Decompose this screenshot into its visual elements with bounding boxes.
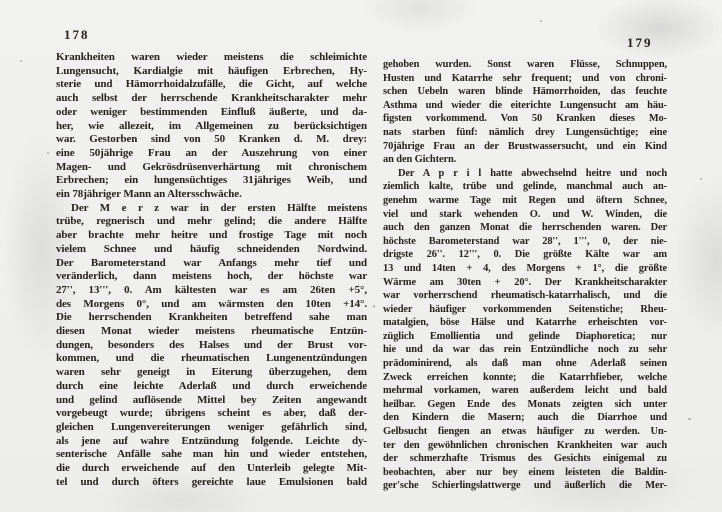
text-line: des Morgens 0°, und am wärmsten den 10ten +14°. (56, 297, 367, 310)
text-line: Der M e r z war in der ersten Hälfte meistens (71, 201, 367, 214)
text-line: veränderlich, dann meistens hoch, der höchste war (56, 270, 367, 283)
text-line: Husten und Katarrhe sehr frequent; und von chroni- (383, 72, 667, 84)
text-line: aber brachte mehr heitre und frostige Tage mit noch (56, 229, 367, 242)
text-line: senterische Anfälle sahe man hin und wieder entstehen, (56, 448, 367, 461)
text-line: beobachten, aber nur bey einem leisteten die Baldin- (383, 466, 667, 478)
text-line: kommen, und die rheumatischen Lungenentzündungen (56, 352, 367, 365)
text-line: Zweck erreichen konnte; die Katarrhfieber, welche (383, 371, 667, 383)
text-line: Der A p r i l hatte abwechselnd heitre und noch (398, 167, 667, 179)
text-line: 13 und 14ten + 4, des Morgens + 1°, die größte (383, 262, 667, 274)
text-line: drigste 26''. 12''', 0. Die größte Kälte war am (383, 249, 667, 261)
text-line: prädominirend, als daß man ohne Aderlaß seinen (383, 358, 667, 370)
text-line: gehoben wurden. Sonst waren Flüsse, Schnuppen, (383, 59, 667, 70)
text-line: wieder häufiger vorkommenden Seitenstiche; Rheu- (383, 303, 667, 315)
text-line: eine 50jährige Frau an der Auszehrung von einer (56, 146, 367, 159)
text-line: ter den gewöhnlichen chronischen Krankheiten war auch (383, 439, 667, 451)
text-line: ger'sche Schierlingslattwerge und äußerlich die Mer- (383, 480, 667, 492)
paragraph (383, 167, 667, 493)
text-line: der schmerzhafte Trismus des Gesichts einigemal zu (383, 453, 667, 465)
text-line: genehm warme Tage mit Regen und öftern Schnee, (383, 194, 667, 206)
text-line: Asthma und wieder die eiterichte Lungensucht am häu- (383, 99, 667, 111)
text-line: 27'', 13''', 0. Am kältesten war es am 26ten +5°, (56, 283, 367, 296)
text-line: vielem Schnee und häufig schneidenden Nordwind. (56, 242, 367, 255)
text-line: Magen- und Gekrösdrüsenverhärtung mit chronischem (56, 160, 367, 173)
text-line: hie und da war das rein Entzündliche noch zu sehr (383, 344, 667, 356)
scan-speck (373, 305, 375, 308)
text-line: figsten vorkommend. Von 50 Kranken dieses Mo- (383, 113, 667, 125)
text-line: oder weniger bestimmenden Einfluß äußerte, und da- (56, 105, 367, 118)
text-line: die durch erweichende auf den Unterleib gelegte Mit- (56, 462, 367, 475)
scan-speck (540, 20, 542, 22)
text-line: vorgebeugt wurde; übrigens scheint es aber, daß der- (56, 407, 367, 420)
text-line: Krankheiten waren wieder meistens die schleimichte (56, 51, 367, 63)
text-line: höchste Barometerstand war 28'', 1''', 0, der nie- (383, 235, 667, 247)
scan-speck (20, 60, 22, 62)
text-line: Lungensucht, Kardialgie mit häufigen Erbrechen, Hy- (56, 64, 367, 77)
text-line: Der Barometerstand war Anfangs mehr tief und (56, 256, 367, 269)
text-line: trübe, regnerisch und mehr gelind; die andere Hälfte (56, 215, 367, 228)
text-line: schen Uebeln waren blinde Hämorrhoiden, das feuchte (383, 86, 667, 98)
text-line: Wärme am 30ten + 20°. Der Krankheitscharakter (383, 276, 667, 288)
text-line: mehrmal vorkamen, waren außerdem leicht und bald (383, 385, 667, 397)
text-line: matalgien, böse Hälse und Katarrhe erheischten vor- (383, 317, 667, 329)
scan-speck (700, 178, 702, 180)
scan-speck (47, 152, 49, 154)
text-line: war vorherrschend rheumatisch-katarrhalisch, und die (383, 290, 667, 302)
text-line: waren sehr geneigt in Eiterung überzugehen, dem (56, 366, 367, 379)
text-line: tel und durch öfters gereichte laue Emulsionen bald (56, 475, 367, 488)
page-text-right (383, 58, 667, 493)
text-line: durch eine leichte Aderlaß und durch erweichende (56, 379, 367, 392)
text-line: sterie und Hämorrhoidalzufälle, die Gicht, auf welche (56, 78, 367, 91)
text-line: an den Gichtern. (383, 154, 457, 166)
page-number-left: 178 (64, 27, 90, 42)
paragraph (56, 202, 367, 490)
text-line: ein 78jähriger Mann an Altersschwäche. (56, 188, 242, 201)
text-line: und gelind auflösende Mittel bey Zeiten angewandt (56, 393, 367, 406)
text-line: diesen Monat wieder meistens rheumatische Entzün- (56, 325, 367, 338)
page-text-left (56, 51, 367, 490)
text-line: Gelbsucht fiengen an etwas häufiger zu werden. Un- (383, 426, 667, 438)
text-line: den Kindern die Masern; auch die Diarrhoe und (383, 412, 667, 424)
scan-speck (688, 418, 691, 420)
text-line: auch den ganzen Monat die herrschenden waren. Der (383, 222, 667, 234)
text-line: viel und stark wehenden O. und W. Winden, die (383, 208, 667, 220)
text-line: 70jährige Frau an der Brustwassersucht, und ein Kind (383, 140, 667, 152)
text-line: ziemlich kalte, trübe und gelinde, manchmal auch an- (383, 181, 667, 193)
paragraph (56, 51, 367, 202)
text-line: her, wie allezeit, im Allgemeinen zu berücksichtigen (56, 119, 367, 132)
text-line: Erbrechen; ein lungensüchtiges 31jähriges Weib, und (56, 174, 367, 187)
text-line: war. Gestorben sind von 50 Kranken d. M. drey: (56, 133, 367, 146)
text-line: als jene auf wahre Entzündung folgende. Leichte dy- (56, 434, 367, 447)
text-line: züglich Emollientia und gelinde Diaphoretica; nur (383, 330, 667, 342)
paragraph (383, 58, 667, 167)
text-line: nats starben fünf: nämlich drey Lungensüchtige; eine (383, 126, 667, 138)
text-line: dungen, besonders des Halses und der Brust vor- (56, 338, 367, 351)
text-line: auch selbst der herrschende Krankheitscharakter mehr (56, 92, 367, 105)
page-number-right: 179 (627, 35, 653, 50)
text-line: Die herrschenden Krankheiten betreffend sahe man (56, 311, 367, 324)
text-line: heilbar. Gegen Ende des Monats zeigten sich unter (383, 398, 667, 410)
text-line: gleichen Lungenvereiterungen weniger gefährlich sind, (56, 420, 367, 433)
